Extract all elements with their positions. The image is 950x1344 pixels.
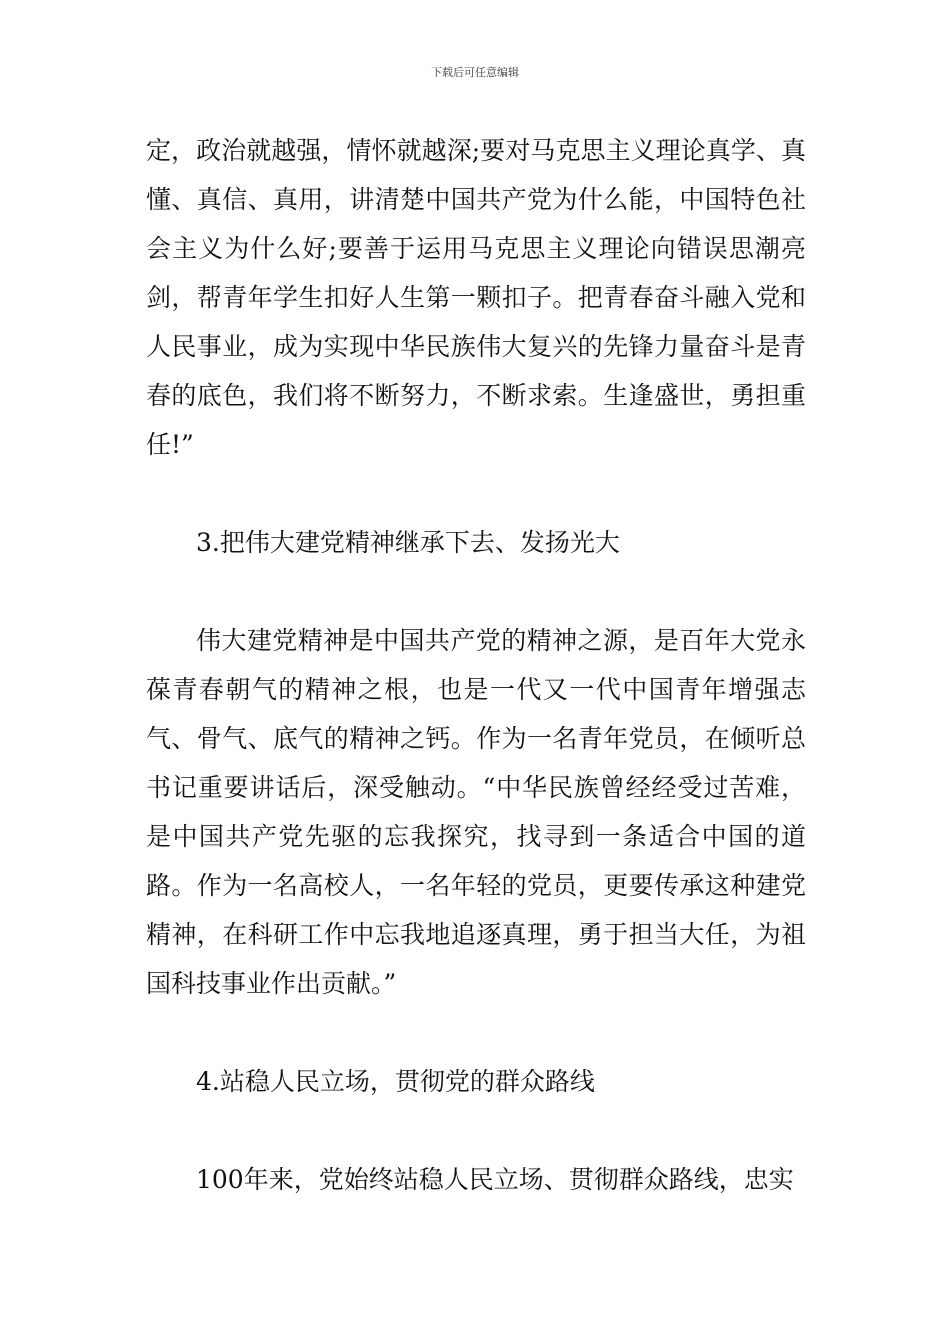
spacer <box>146 1008 806 1057</box>
paragraph-continued: 定，政治就越强，情怀就越深;要对马克思主义理论真学、真懂、真信、真用，讲清楚中国共产党为什么能，中国特色社会主义为什么好;要善于运用马克思主义理论向错误思潮亮剑，帮青年学生扣好人生第一颗扣子。把青春奋斗融入党和人民事业，成为实现中华民族伟大复兴的先锋力量奋斗是青春的底色，我们将不断努力，不断求索。生逢盛世，勇担重任!” <box>146 136 806 459</box>
paragraph-section-3: 伟大建党精神是中国共产党的精神之源，是百年大党永葆青春朝气的精神之根，也是一代又一代中国青年增强志气、骨气、底气的精神之钙。作为一名青年党员，在倾听总书记重要讲话后，深受触动。“中华民族曾经经受过苦难，是中国共产党先驱的忘我探究，找寻到一条适合中国的道路。作为一名高校人，一名年轻的党员，更要传承这种建党精神，在科研工作中忘我地追逐真理，勇于担当大任，为祖国科技事业作出贡献。” <box>146 626 806 998</box>
page-header-note: 下载后可任意编辑 <box>431 66 519 79</box>
document-body <box>146 126 806 1204</box>
paragraph-section-4: 100年来，党始终站稳人民立场、贯彻群众路线，忠实 <box>196 1165 794 1194</box>
section-heading-4: 4.站稳人民立场，贯彻党的群众路线 <box>196 1067 595 1096</box>
spacer <box>146 567 806 616</box>
section-heading-3: 3.把伟大建党精神继承下去、发扬光大 <box>196 528 620 557</box>
spacer <box>146 1106 806 1155</box>
spacer <box>146 469 806 518</box>
